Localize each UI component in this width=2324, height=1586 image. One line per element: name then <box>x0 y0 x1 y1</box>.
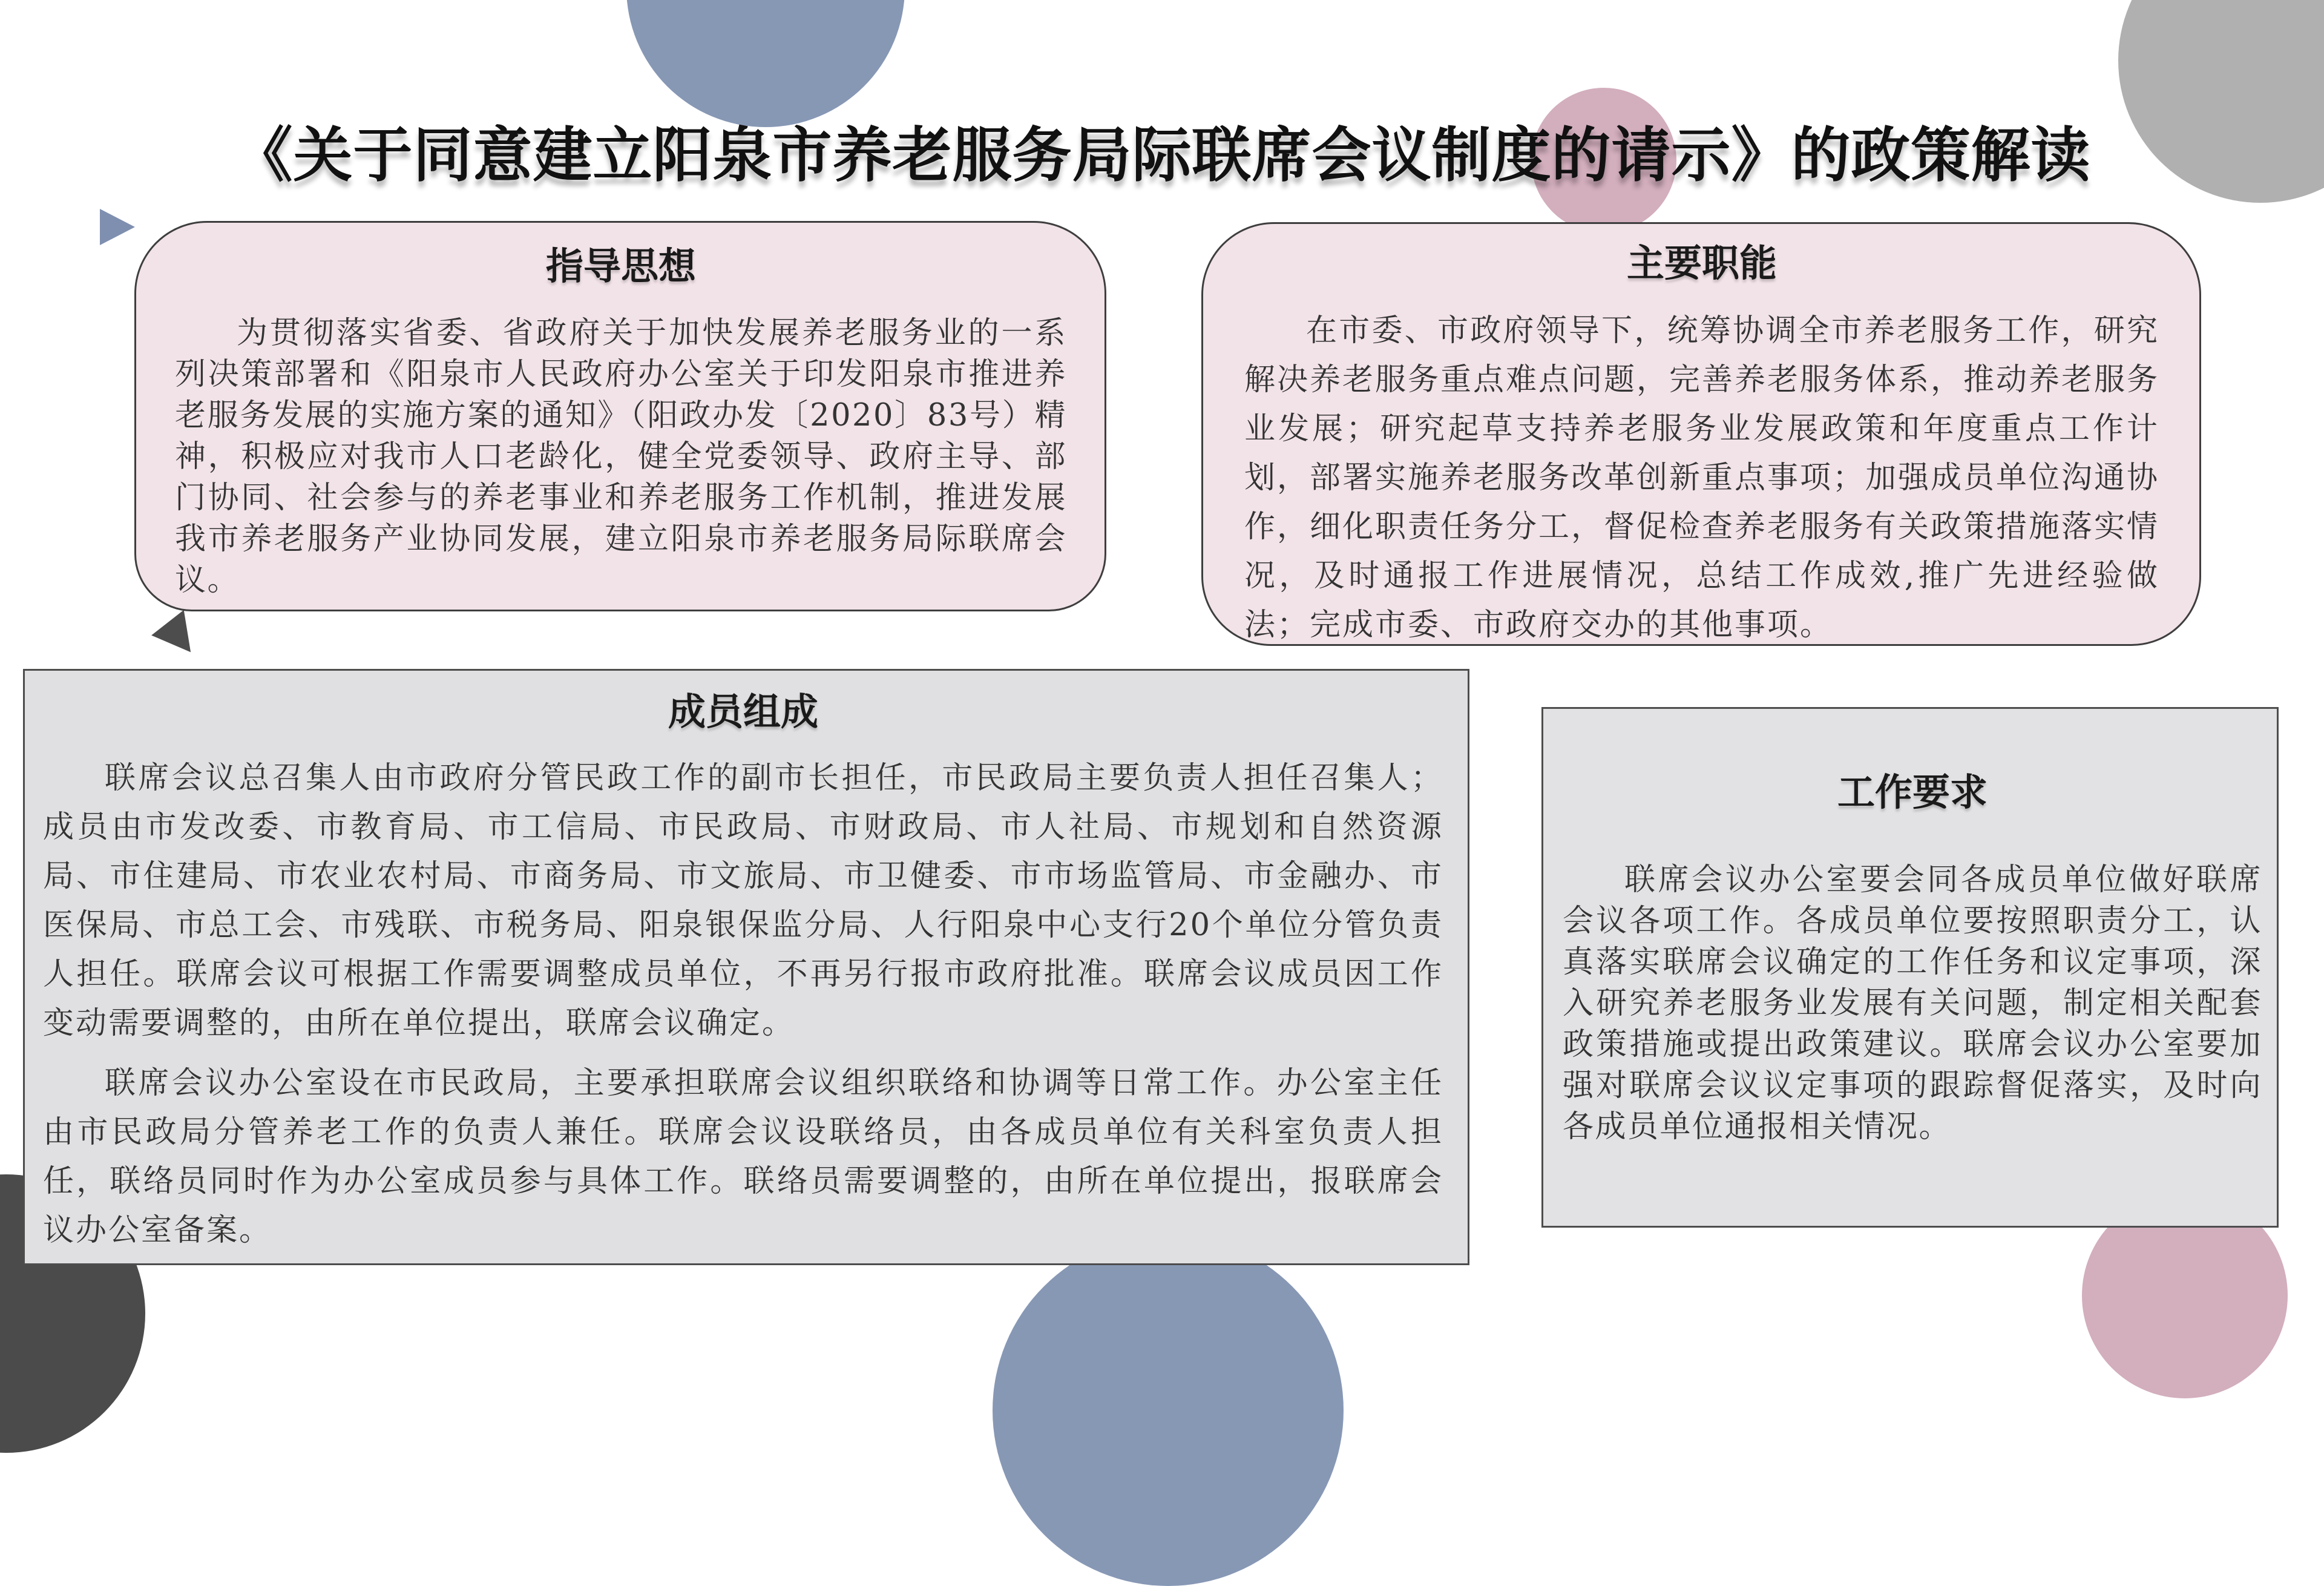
decorative-circle-blue-bottom <box>993 1235 1344 1586</box>
work-requirements-panel <box>1541 707 2279 1228</box>
main-functions-heading: 主要职能 <box>1626 241 1777 285</box>
decorative-triangle-dark-icon <box>151 610 207 665</box>
members-panel <box>23 669 1469 1265</box>
work-requirements-body: 联席会议办公室要会同各成员单位做好联席会议各项工作。各成员单位要按照职责分工，认真落实联席会议确定的工作任务和议定事项，深入研究养老服务业发展有关问题，制定相关配套政策措施或提出政策建议。联席会议办公室要加强对联席会议议定事项的跟踪督促落实，及时向各成员单位通报相关情况。 <box>1563 862 2262 1145</box>
members-heading: 成员组成 <box>668 689 818 734</box>
guiding-thought-body: 为贯彻落实省委、省政府关于加快发展养老服务业的一系列决策部署和《阳泉市人民政府办公室关于印发阳泉市推进养老服务发展的实施方案的通知》（阳政办发〔2020〕83号）精神，积极应对我市人口老龄化，健全党委领导、政府主导、部门协同、社会参与的养老事业和养老服务工作机制，推进发展我市养老服务产业协同发展，建立阳泉市养老服务局际联席会议。 <box>175 315 1067 598</box>
guiding-thought-panel <box>134 221 1106 611</box>
main-functions-panel <box>1201 222 2201 646</box>
page-title: 《关于同意建立阳泉市养老服务局际联席会议制度的请示》的政策解读 <box>233 121 2091 190</box>
guiding-thought-heading: 指导思想 <box>545 244 696 288</box>
main-functions-body: 在市委、市政府领导下，统筹协调全市养老服务工作，研究解决养老服务重点难点问题，完善养老服务体系，推动养老服务业发展；研究起草支持养老服务业发展政策和年度重点工作计划，部署实施养老服务改革创新重点事项；加强成员单位沟通协作，细化职责任务分工，督促检查养老服务有关政策措施落实情况，及时通报工作进展情况，总结工作成效,推广先进经验做法；完成市委、市政府交办的其他事项。 <box>1244 313 2160 643</box>
work-requirements-heading: 工作要求 <box>1837 770 1988 814</box>
members-paragraph-1: 联席会议总召集人由市政府分管民政工作的副市长担任，市民政局主要负责人担任召集人；成员由市发改委、市教育局、市工信局、市民政局、市财政局、市人社局、市规划和自然资源局、市住建局、市农业农村局、市商务局、市文旅局、市卫健委、市市场监管局、市金融办、市医保局、市总工会、市残联、市税务局、阳泉银保监分局、人行阳泉中心支行20个单位分管负责人担任。联席会议可根据工作需要调整成员单位，不再另行报市政府批准。联席会议成员因工作变动需要调整的，由所在单位提出，联席会议确定。 <box>43 760 1443 1041</box>
decorative-triangle-icon <box>100 209 135 245</box>
members-paragraph-2: 联席会议办公室设在市民政局，主要承担联席会议组织联络和协调等日常工作。办公室主任由市民政局分管养老工作的负责人兼任。联席会议设联络员，由各成员单位有关科室负责人担任，联络员同时作为办公室成员参与具体工作。联络员需要调整的，由所在单位提出，报联席会议办公室备案。 <box>43 1065 1443 1248</box>
